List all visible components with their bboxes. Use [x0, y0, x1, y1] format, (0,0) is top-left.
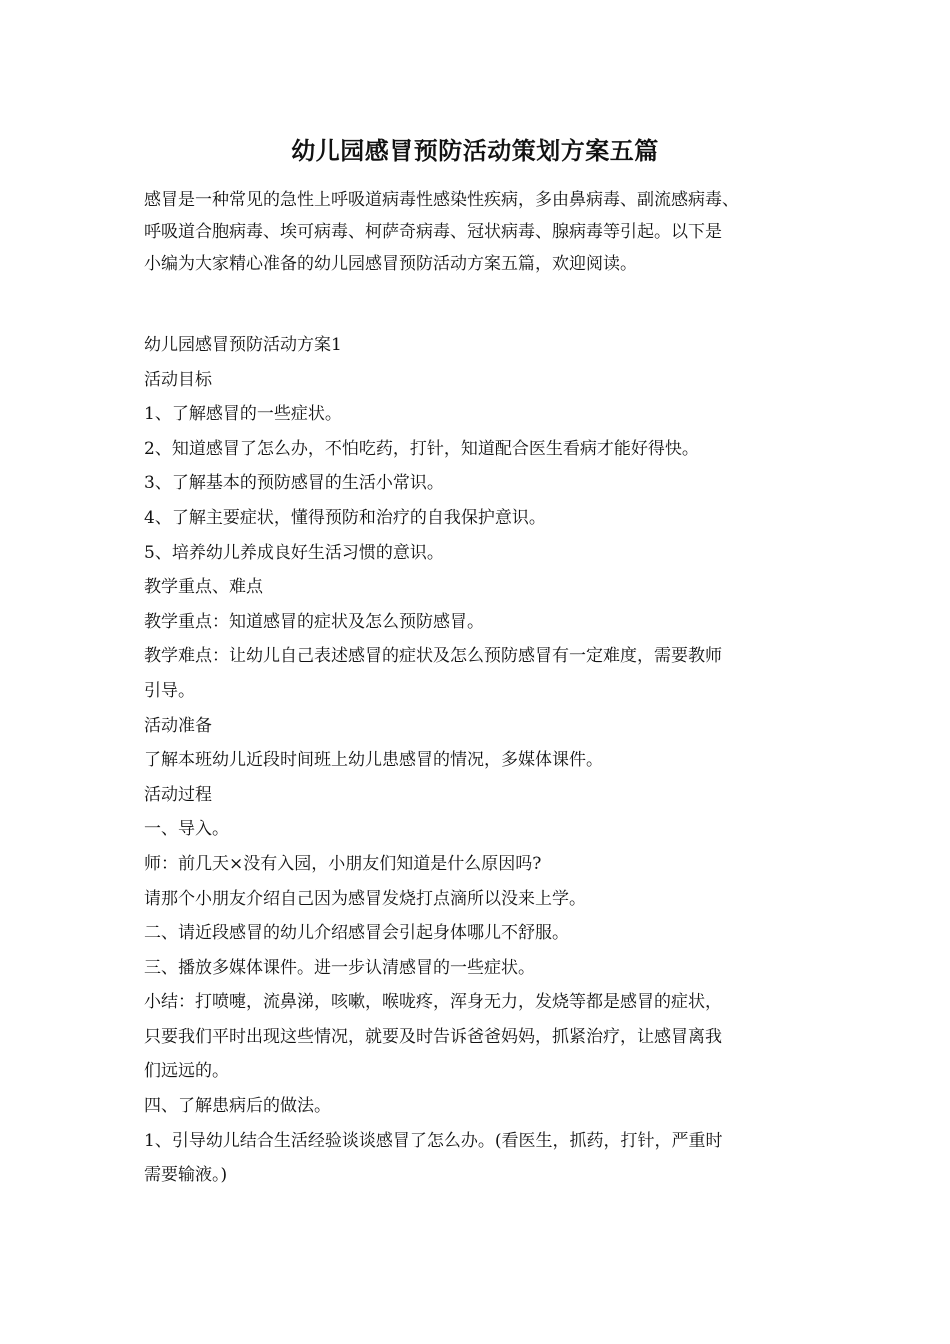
intro-line: 感冒是一种常见的急性上呼吸道病毒性感染性疾病，多由鼻病毒、副流感病毒、 — [144, 190, 739, 210]
section-heading: 幼儿园感冒预防活动方案1 — [144, 335, 342, 355]
intro-paragraph — [144, 184, 824, 280]
text-line: 小结：打喷嚏，流鼻涕，咳嗽，喉咙疼，浑身无力，发烧等都是感冒的症状， — [144, 992, 722, 1013]
document-title: 幼儿园感冒预防活动策划方案五篇 — [291, 136, 659, 165]
text-line: 了解本班幼儿近段时间班上幼儿患感冒的情况，多媒体课件。 — [144, 750, 603, 771]
subheading: 活动准备 — [144, 715, 212, 736]
subheading: 活动过程 — [144, 784, 212, 805]
document-body — [144, 328, 824, 1193]
text-line: 只要我们平时出现这些情况，就要及时告诉爸爸妈妈，抓紧治疗，让感冒离我 — [144, 1026, 722, 1047]
text-line: 教学重点：知道感冒的症状及怎么预防感冒。 — [144, 611, 484, 632]
text-line: 二、请近段感冒的幼儿介绍感冒会引起身体哪儿不舒服。 — [144, 923, 569, 944]
text-line: 三、播放多媒体课件。进一步认清感冒的一些症状。 — [144, 957, 535, 978]
intro-line: 小编为大家精心准备的幼儿园感冒预防活动方案五篇，欢迎阅读。 — [144, 254, 637, 274]
text-line: 四、了解患病后的做法。 — [144, 1096, 331, 1117]
text-line: 教学难点：让幼儿自己表述感冒的症状及怎么预防感冒有一定难度，需要教师 — [144, 646, 722, 667]
subheading: 活动目标 — [144, 369, 212, 390]
text-line: 3、了解基本的预防感冒的生活小常识。 — [144, 473, 444, 494]
text-line: 4、了解主要症状，懂得预防和治疗的自我保护意识。 — [144, 507, 546, 528]
text-line: 引导。 — [144, 680, 195, 701]
text-line: 2、知道感冒了怎么办，不怕吃药，打针，知道配合医生看病才能好得快。 — [144, 438, 699, 459]
text-line: 1、引导幼儿结合生活经验谈谈感冒了怎么办。(看医生，抓药，打针，严重时 — [144, 1130, 723, 1151]
text-line: 需要输液。) — [144, 1165, 228, 1186]
text-line: 一、导入。 — [144, 819, 229, 840]
text-line: 师：前几天×没有入园，小朋友们知道是什么原因吗? — [144, 853, 542, 874]
text-line: 1、了解感冒的一些症状。 — [144, 404, 342, 425]
text-line: 们远远的。 — [144, 1061, 229, 1082]
subheading: 教学重点、难点 — [144, 577, 263, 598]
text-line: 请那个小朋友介绍自己因为感冒发烧打点滴所以没来上学。 — [144, 888, 586, 909]
text-line: 5、培养幼儿养成良好生活习惯的意识。 — [144, 542, 444, 563]
intro-line: 呼吸道合胞病毒、埃可病毒、柯萨奇病毒、冠状病毒、腺病毒等引起。以下是 — [144, 222, 722, 242]
